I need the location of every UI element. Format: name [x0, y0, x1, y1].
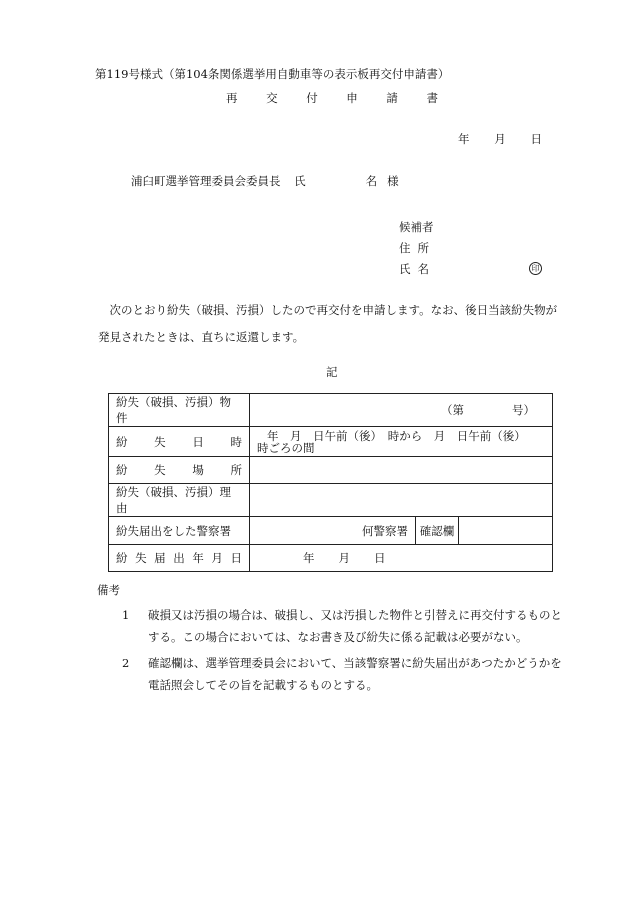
candidate-name-row — [399, 258, 540, 279]
table-row — [109, 457, 553, 484]
lost-place-label — [109, 457, 250, 484]
addressee-org: 浦臼町選挙管理委員会委員長 — [131, 174, 281, 188]
label-char: 月 — [211, 551, 223, 565]
title-char: 再 — [226, 91, 238, 105]
remark-item — [118, 604, 568, 648]
addressee-mei: 名 — [365, 174, 378, 188]
document-title — [226, 91, 438, 105]
title-char: 書 — [426, 91, 438, 105]
police-station-cell[interactable] — [250, 517, 415, 544]
item-number-close: 号） — [512, 403, 535, 417]
label-char: 所 — [230, 463, 242, 477]
items-table — [108, 393, 553, 572]
remark-number: 1 — [122, 608, 130, 622]
label-char: 所 — [417, 240, 429, 255]
lost-reason-value[interactable] — [250, 484, 553, 517]
table-row — [109, 545, 553, 572]
report-date-label — [109, 545, 250, 572]
datetime-line-1: 年 月 日午前（後） 時から 月 日午前（後） — [267, 428, 526, 443]
item-number-open: （第 — [441, 403, 464, 417]
label-char: 失 — [154, 434, 166, 449]
remarks-heading: 備考 — [97, 583, 120, 597]
candidate-address-row — [399, 237, 434, 258]
ki-heading: 記 — [326, 365, 338, 379]
addressee-sama: 様 — [387, 174, 399, 188]
label-char: 失 — [135, 551, 147, 565]
candidate-name-label — [399, 262, 429, 276]
table-row — [109, 394, 553, 427]
date-day-label: 日 — [530, 132, 542, 146]
label-char: 出 — [173, 551, 185, 565]
date-year-label: 年 — [458, 132, 470, 146]
confirm-label: 確認欄 — [419, 523, 455, 538]
label-char: 年 — [192, 551, 204, 565]
table-row — [109, 484, 553, 517]
remark-text: 破損又は汚損の場合は、破損し、又は汚損した物件と引替えに再交付するものとする。この場合においては、なお書き及び紛失に係る記載は必要がない。 — [148, 608, 562, 644]
date-line — [458, 132, 542, 146]
lost-item-label: 紛失（破損、汚損）物件 — [109, 394, 250, 427]
remark-number: 2 — [122, 656, 130, 670]
title-char: 交 — [266, 91, 278, 105]
form-label: 第119号様式（第104条関係選挙用自動車等の表示板再交付申請書） — [95, 67, 450, 81]
police-station-label: 紛失届出をした警察署 — [109, 517, 250, 545]
candidate-role: 候補者 — [399, 219, 434, 234]
police-station-text: 何警察署 — [362, 523, 408, 538]
candidate-block — [399, 216, 540, 279]
label-char: 紛 — [116, 551, 128, 565]
label-char: 名 — [417, 261, 429, 276]
addressee — [131, 174, 399, 188]
label-char: 場 — [192, 463, 204, 477]
lost-place-value[interactable] — [250, 457, 553, 484]
title-char: 請 — [386, 91, 398, 105]
lost-datetime-label — [109, 427, 250, 457]
report-month-label: 月 — [338, 551, 350, 565]
seal-icon: 印 — [529, 262, 542, 275]
police-station-value — [250, 517, 553, 545]
label-char: 届 — [154, 551, 166, 565]
request-text: 次のとおり紛失（破損、汚損）したので再交付を申請します。なお、後日当該紛失物が発見されたときは、直ちに返還します。 — [98, 303, 558, 344]
report-year-label: 年 — [303, 551, 315, 565]
table-row — [109, 427, 553, 457]
confirm-cell[interactable] — [458, 517, 552, 544]
remark-item — [118, 652, 568, 696]
report-day-label: 日 — [374, 551, 386, 565]
label-char: 時 — [230, 434, 242, 449]
label-char: 紛 — [116, 463, 128, 477]
table-row — [109, 517, 553, 545]
confirm-label-cell — [415, 517, 458, 544]
label-char: 日 — [192, 434, 204, 449]
report-date-value[interactable] — [250, 545, 553, 572]
date-month-label: 月 — [494, 132, 506, 146]
addressee-shi: 氏 — [294, 174, 306, 188]
title-char: 付 — [306, 91, 318, 105]
label-char: 日 — [230, 551, 242, 565]
remarks-list — [118, 604, 568, 696]
label-char: 紛 — [116, 434, 128, 449]
candidate-address-label — [399, 241, 429, 255]
remark-text: 確認欄は、選挙管理委員会において、当該警察署に紛失届出があつたかどうかを電話照会してその旨を記載するものとする。 — [148, 656, 562, 692]
title-char: 申 — [346, 91, 358, 105]
lost-item-value — [250, 394, 553, 427]
label-char: 失 — [154, 463, 166, 477]
datetime-line-2: 時ごろの間 — [257, 440, 315, 455]
lost-reason-label: 紛失（破損、汚損）理由 — [109, 484, 250, 517]
label-char: 住 — [399, 240, 411, 255]
lost-datetime-value — [250, 427, 553, 457]
label-char: 氏 — [399, 261, 411, 276]
